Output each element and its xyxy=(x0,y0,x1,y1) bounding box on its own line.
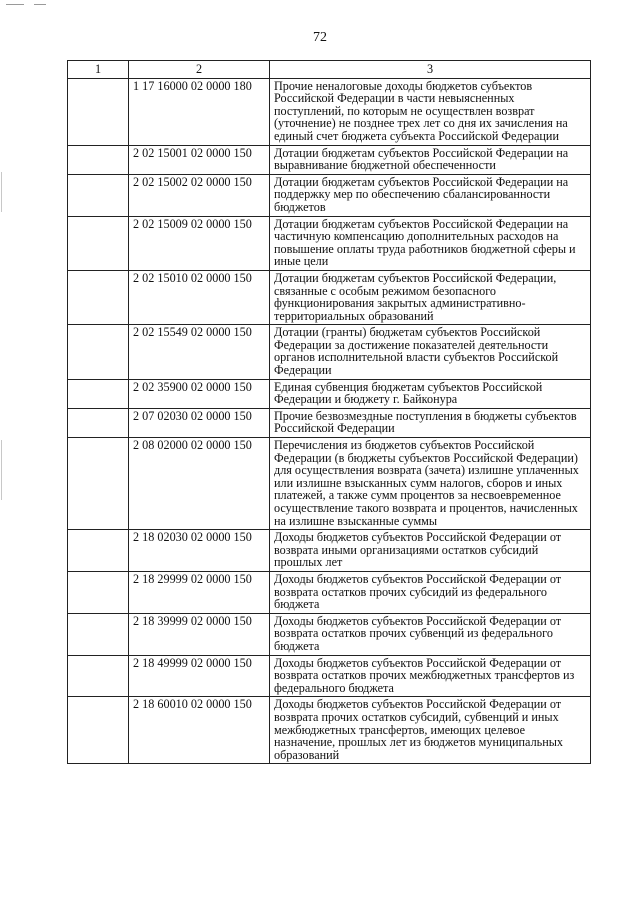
row-cell-empty xyxy=(68,78,129,145)
revenue-description: Перечисления из бюджетов субъектов Российской Федерации (в бюджеты субъектов Российской Федерации) для осуществления возврата (зачета) излишне уплаченных или излишне взысканных сумм налогов, сборов и иных платежей, а также сумм процентов за несвоевременное осуществление такого возврата и процентов, начисленных на излишне взысканные суммы xyxy=(270,438,591,530)
row-cell-empty xyxy=(68,697,129,764)
revenue-code: 2 18 39999 02 0000 150 xyxy=(129,613,270,655)
revenue-description: Дотации бюджетам субъектов Российской Федерации на частичную компенсацию дополнительных расходов на повышение оплаты труда работников бюджетной сферы и иные цели xyxy=(270,216,591,270)
row-cell-empty xyxy=(68,438,129,530)
row-cell-empty xyxy=(68,145,129,174)
table-row xyxy=(68,78,591,145)
revenue-code: 2 18 29999 02 0000 150 xyxy=(129,571,270,613)
revenue-code: 2 02 15549 02 0000 150 xyxy=(129,325,270,379)
revenue-code: 2 02 35900 02 0000 150 xyxy=(129,379,270,408)
revenue-description: Дотации бюджетам субъектов Российской Федерации на поддержку мер по обеспечению сбалансированности бюджетов xyxy=(270,174,591,216)
scan-artifact xyxy=(34,4,46,5)
table-row xyxy=(68,655,591,697)
revenue-code: 2 02 15009 02 0000 150 xyxy=(129,216,270,270)
revenue-code: 1 17 16000 02 0000 180 xyxy=(129,78,270,145)
table-row xyxy=(68,530,591,572)
revenue-description: Дотации бюджетам субъектов Российской Федерации, связанные с особым режимом безопасного функционирования закрытых административно-территориальных образований xyxy=(270,270,591,324)
table-row xyxy=(68,145,591,174)
table-row xyxy=(68,408,591,437)
row-cell-empty xyxy=(68,408,129,437)
scan-artifact xyxy=(1,440,2,500)
scan-artifact xyxy=(6,4,24,5)
table-row xyxy=(68,379,591,408)
table-row xyxy=(68,174,591,216)
revenue-code: 2 07 02030 02 0000 150 xyxy=(129,408,270,437)
row-cell-empty xyxy=(68,655,129,697)
revenue-code: 2 18 02030 02 0000 150 xyxy=(129,530,270,572)
column-header-1: 1 xyxy=(68,61,129,79)
row-cell-empty xyxy=(68,530,129,572)
revenue-description: Единая субвенция бюджетам субъектов Российской Федерации и бюджету г. Байконура xyxy=(270,379,591,408)
revenue-description: Доходы бюджетов субъектов Российской Федерации от возврата остатков прочих субвенций из федерального бюджета xyxy=(270,613,591,655)
revenue-description: Прочие безвозмездные поступления в бюджеты субъектов Российской Федерации xyxy=(270,408,591,437)
row-cell-empty xyxy=(68,325,129,379)
column-header-2: 2 xyxy=(129,61,270,79)
row-cell-empty xyxy=(68,613,129,655)
revenue-code: 2 18 49999 02 0000 150 xyxy=(129,655,270,697)
table-row xyxy=(68,216,591,270)
scan-artifact xyxy=(1,172,2,212)
table-row xyxy=(68,270,591,324)
table-row xyxy=(68,697,591,764)
row-cell-empty xyxy=(68,216,129,270)
revenue-description: Доходы бюджетов субъектов Российской Федерации от возврата прочих остатков субсидий, субвенций и иных межбюджетных трансфертов, имеющих целевое назначение, прошлых лет из бюджетов муниципальных образований xyxy=(270,697,591,764)
revenue-description: Доходы бюджетов субъектов Российской Федерации от возврата остатков прочих субсидий из федерального бюджета xyxy=(270,571,591,613)
table-row xyxy=(68,325,591,379)
revenue-description: Доходы бюджетов субъектов Российской Федерации от возврата иными организациями остатков субсидий прошлых лет xyxy=(270,530,591,572)
revenue-description: Дотации бюджетам субъектов Российской Федерации на выравнивание бюджетной обеспеченности xyxy=(270,145,591,174)
row-cell-empty xyxy=(68,571,129,613)
revenue-code: 2 08 02000 02 0000 150 xyxy=(129,438,270,530)
revenue-description: Доходы бюджетов субъектов Российской Федерации от возврата остатков прочих межбюджетных трансфертов из федерального бюджета xyxy=(270,655,591,697)
revenue-codes-table xyxy=(67,60,591,764)
page-number: 72 xyxy=(313,30,327,45)
table-row xyxy=(68,438,591,530)
revenue-code: 2 18 60010 02 0000 150 xyxy=(129,697,270,764)
revenue-description: Дотации (гранты) бюджетам субъектов Российской Федерации за достижение показателей деятельности органов исполнительной власти субъектов Российской Федерации xyxy=(270,325,591,379)
revenue-code: 2 02 15010 02 0000 150 xyxy=(129,270,270,324)
table-header-row xyxy=(68,61,591,79)
column-header-3: 3 xyxy=(270,61,591,79)
row-cell-empty xyxy=(68,270,129,324)
revenue-code: 2 02 15001 02 0000 150 xyxy=(129,145,270,174)
revenue-description: Прочие неналоговые доходы бюджетов субъектов Российской Федерации в части невыясненных поступлений, по которым не осуществлен возврат (уточнение) не позднее трех лет со дня их зачисления на единый счет бюджета субъекта Российской Федерации xyxy=(270,78,591,145)
table-row xyxy=(68,613,591,655)
row-cell-empty xyxy=(68,174,129,216)
row-cell-empty xyxy=(68,379,129,408)
table-row xyxy=(68,571,591,613)
revenue-code: 2 02 15002 02 0000 150 xyxy=(129,174,270,216)
